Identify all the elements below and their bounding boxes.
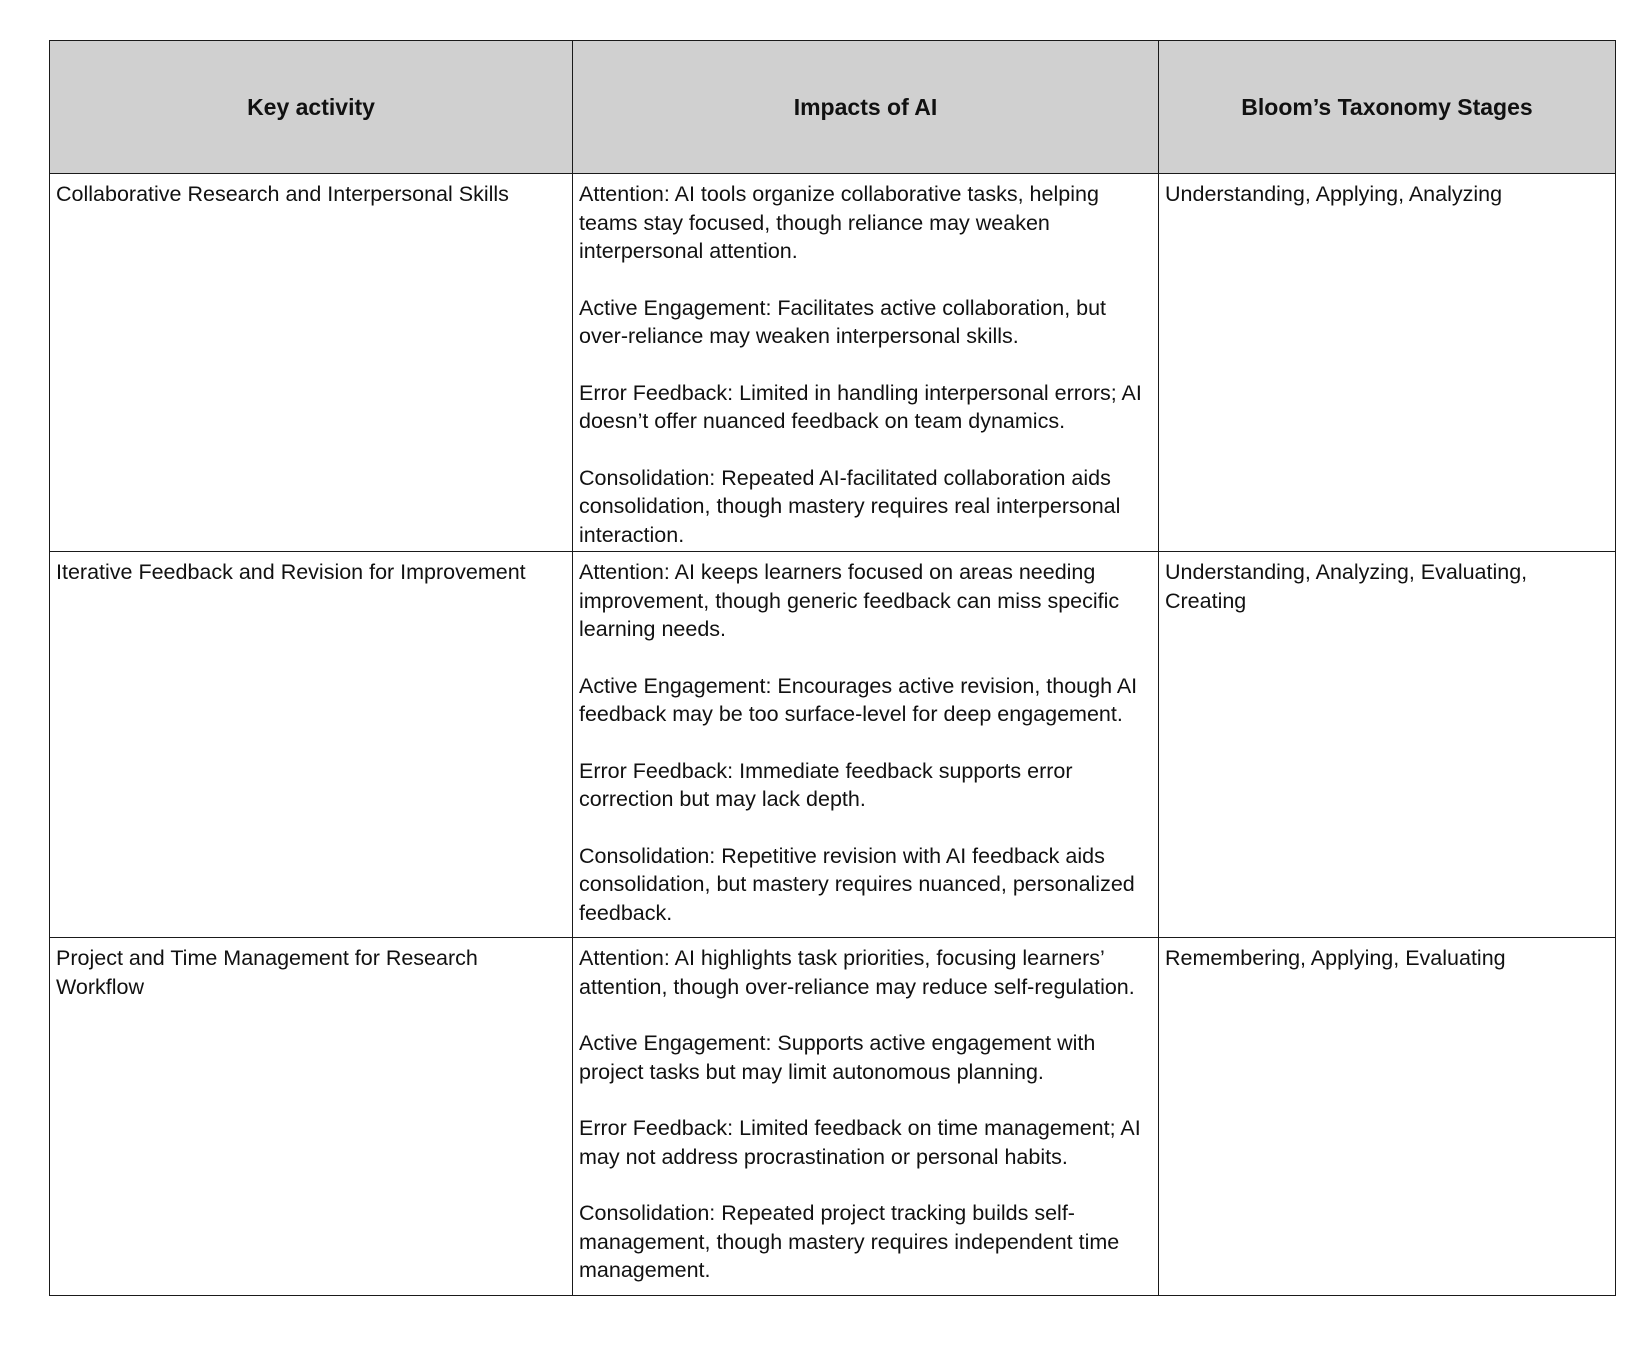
table-row	[50, 174, 1616, 552]
impact-active-engagement: Active Engagement: Facilitates active collaboration, but over-reliance may weaken interpersonal skills.	[579, 295, 1107, 348]
impact-error-feedback: Error Feedback: Limited in handling interpersonal errors; AI doesn’t offer nuanced feedback on team dynamics.	[579, 380, 1142, 433]
impact-attention: Attention: AI highlights task priorities, focusing learners’ attention, though over-reliance may reduce self-regulation.	[579, 946, 1135, 999]
impact-active-engagement: Active Engagement: Encourages active revision, though AI feedback may be too surface-level for deep engagement.	[579, 673, 1138, 726]
impacts-cell	[573, 938, 1159, 1296]
header-impacts-of-ai: Impacts of AI	[573, 41, 1159, 174]
impact-consolidation: Consolidation: Repeated AI-facilitated collaboration aids consolidation, though mastery requires real interpersonal interaction.	[579, 465, 1121, 547]
impact-error-feedback: Error Feedback: Immediate feedback supports error correction but may lack depth.	[579, 758, 1073, 811]
table-row	[50, 552, 1616, 938]
header-blooms-stages: Bloom’s Taxonomy Stages	[1159, 41, 1616, 174]
activity-cell: Project and Time Management for Research Workflow	[50, 938, 573, 1296]
bloom-ai-table	[49, 40, 1616, 1296]
stages-cell: Understanding, Analyzing, Evaluating, Creating	[1159, 552, 1616, 938]
impact-attention: Attention: AI tools organize collaborative tasks, helping teams stay focused, though reliance may weaken interpersonal attention.	[579, 182, 1099, 263]
impact-consolidation: Consolidation: Repeated project tracking builds self-management, though mastery requires independent time management.	[579, 1201, 1120, 1282]
activity-cell: Iterative Feedback and Revision for Improvement	[50, 552, 573, 938]
header-key-activity: Key activity	[50, 41, 573, 174]
impact-error-feedback: Error Feedback: Limited feedback on time management; AI may not address procrastination or personal habits.	[579, 1116, 1141, 1169]
impact-active-engagement: Active Engagement: Supports active engagement with project tasks but may limit autonomous planning.	[579, 1031, 1096, 1084]
activity-cell: Collaborative Research and Interpersonal Skills	[50, 174, 573, 552]
impacts-cell	[573, 552, 1159, 938]
impacts-cell	[573, 174, 1159, 552]
impact-consolidation: Consolidation: Repetitive revision with AI feedback aids consolidation, but mastery requires nuanced, personalized feedback.	[579, 843, 1135, 925]
header-row	[50, 41, 1616, 174]
stages-cell: Remembering, Applying, Evaluating	[1159, 938, 1616, 1296]
stages-cell: Understanding, Applying, Analyzing	[1159, 174, 1616, 552]
impact-attention: Attention: AI keeps learners focused on areas needing improvement, though generic feedback can miss specific learning needs.	[579, 560, 1120, 641]
table-row	[50, 938, 1616, 1296]
